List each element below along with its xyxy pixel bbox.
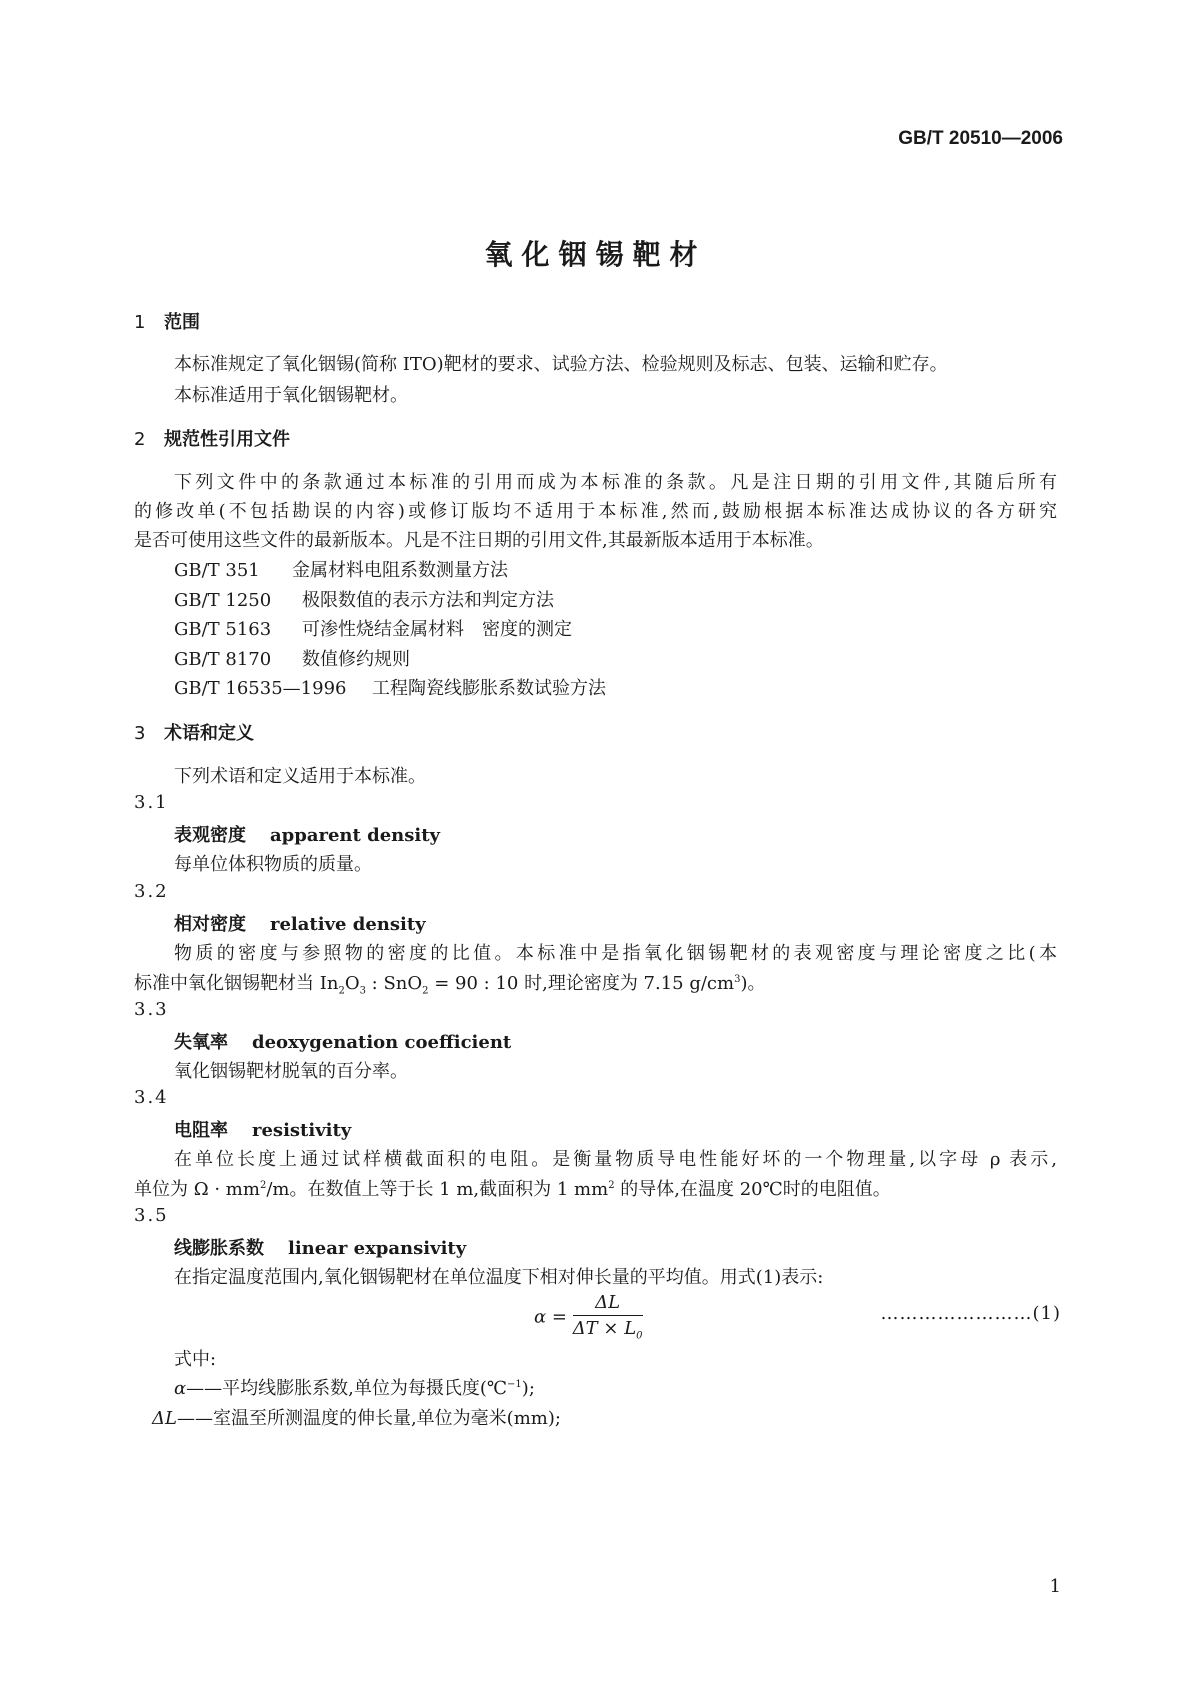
term-english: relative density	[270, 914, 426, 935]
where-label: 式中:	[174, 1349, 217, 1370]
section-1-paragraph-1: 本标准规定了氧化铟锡(简称 ITO)靶材的要求、试验方法、检验规则及标志、包装、运输和贮存。	[174, 354, 948, 375]
term-number: 3.1	[134, 792, 169, 813]
section-2-paragraph-line-1: 下列文件中的条款通过本标准的引用而成为本标准的条款。凡是注日期的引用文件,其随后所有	[174, 472, 1057, 493]
equation-number: ……………………(1)	[880, 1303, 1061, 1324]
term-heading	[174, 1028, 511, 1054]
section-title: 规范性引用文件	[164, 429, 290, 450]
term-heading	[174, 1234, 466, 1260]
term-number: 3.2	[134, 881, 169, 902]
section-title: 范围	[164, 312, 200, 333]
reference-code: GB/T 5163	[174, 619, 272, 640]
document-title: 氧化铟锡靶材	[484, 238, 707, 271]
formula-fraction	[573, 1292, 643, 1342]
term-definition-line-2: 单位为 $\Omega \cdot mm^2/m$。在数值上等于长 1 m,截面积为 1 $mm^2$ 的导体,在温度 20℃时的电阻值。	[134, 1179, 891, 1200]
reference-code: GB/T 8170	[174, 649, 272, 670]
term-chinese: 失氧率	[174, 1032, 228, 1053]
term-heading	[174, 910, 426, 936]
standard-code: GB/T 20510—2006	[898, 128, 1063, 149]
section-2-paragraph-line-2: 的修改单(不包括勘误的内容)或修订版均不适用于本标准,然而,鼓励根据本标准达成协议的各方研究	[134, 501, 1057, 522]
term-english: deoxygenation coefficient	[252, 1032, 512, 1053]
term-heading	[174, 1116, 351, 1142]
reference-code: GB/T 1250	[174, 590, 272, 611]
section-number: 2	[134, 429, 146, 450]
reference-item	[174, 586, 554, 612]
reference-item	[174, 556, 508, 582]
term-english: linear expansivity	[288, 1238, 467, 1259]
reference-item	[174, 674, 606, 700]
section-2-heading	[134, 425, 290, 451]
term-chinese: 表观密度	[174, 825, 246, 846]
term-number: 3.4	[134, 1087, 169, 1108]
section-1-paragraph-2: 本标准适用于氧化铟锡靶材。	[174, 385, 408, 406]
term-english: resistivity	[252, 1120, 352, 1141]
section-number: 1	[134, 312, 146, 333]
formula-denominator: $\Delta T \times L_0$	[572, 1318, 643, 1342]
section-number: 3	[134, 723, 146, 744]
term-chinese: 电阻率	[174, 1120, 228, 1141]
term-definition-line-1: 物质的密度与参照物的密度的比值。本标准中是指氧化铟锡靶材的表观密度与理论密度之比(本	[174, 943, 1057, 964]
section-3-intro: 下列术语和定义适用于本标准。	[174, 766, 426, 787]
term-number: 3.3	[134, 999, 169, 1020]
term-chinese: 相对密度	[174, 914, 246, 935]
reference-code: GB/T 351	[174, 560, 260, 581]
reference-title: 可渗性烧结金属材料 密度的测定	[302, 619, 572, 640]
term-english: apparent density	[270, 825, 440, 846]
term-chinese: 线膨胀系数	[174, 1238, 264, 1259]
term-number: 3.5	[134, 1205, 169, 1226]
section-title: 术语和定义	[164, 723, 254, 744]
reference-title: 数值修约规则	[302, 649, 410, 670]
section-2-paragraph-line-3: 是否可使用这些文件的最新版本。凡是不注日期的引用文件,其最新版本适用于本标准。	[134, 530, 824, 551]
formula-1	[534, 1292, 643, 1342]
reference-title: 极限数值的表示方法和判定方法	[302, 590, 554, 611]
term-definition: 每单位体积物质的质量。	[174, 854, 372, 875]
page-number: 1	[1049, 1576, 1061, 1597]
reference-title: 工程陶瓷线膨胀系数试验方法	[372, 678, 606, 699]
reference-item	[174, 615, 572, 641]
term-definition: 在指定温度范围内,氧化铟锡靶材在单位温度下相对伸长量的平均值。用式(1)表示:	[174, 1267, 824, 1288]
term-definition: 氧化铟锡靶材脱氧的百分率。	[174, 1061, 408, 1082]
term-heading	[174, 821, 440, 847]
term-definition-line-1: 在单位长度上通过试样横截面积的电阻。是衡量物质导电性能好坏的一个物理量,以字母 ρ 表示,	[174, 1149, 1057, 1170]
formula-lhs: α =	[534, 1306, 573, 1328]
reference-title: 金属材料电阻系数测量方法	[292, 560, 508, 581]
reference-item	[174, 645, 410, 671]
reference-code: GB/T 16535—1996	[174, 678, 347, 699]
symbol-definition: ΔL——室温至所测温度的伸长量,单位为毫米(mm);	[152, 1408, 561, 1429]
formula-numerator: ΔL	[573, 1292, 643, 1316]
section-3-heading	[134, 719, 254, 745]
term-definition-line-2: 标准中氧化铟锡靶材当 $In_2O_3$ : SnO$_2$ = 90 : 10 时,理论密度为 7.15 $g/cm^3$)。	[134, 973, 766, 997]
symbol-definition: α——平均线膨胀系数,单位为每摄氏度(℃$^{-1}$);	[174, 1378, 535, 1399]
section-1-heading	[134, 308, 200, 334]
